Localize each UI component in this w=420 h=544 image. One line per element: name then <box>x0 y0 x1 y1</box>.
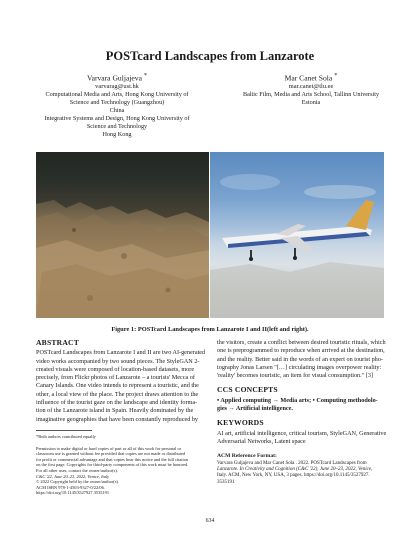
text-line: one is preprogrammed to reproduce when arrived at the destination, <box>217 347 385 355</box>
affiliation-line: Hong Kong <box>102 130 132 138</box>
permission-line: For all other uses, contact the owner/author(s). <box>36 467 118 473</box>
figure-caption: Figure 1: POSTcard Landscapes from Lanzarote I and II(left and right). <box>111 326 309 333</box>
text-line: AI art, artificial intelligence, critical tourism, StyleGAN, Generative <box>217 429 387 437</box>
text-line[interactable]: 3535191 <box>217 479 235 485</box>
text-line: Adversarial Networks, Latent space <box>217 437 306 445</box>
page-number: 634 <box>205 518 215 524</box>
text-line: precisely, from Flickr photos of Lanzarote – a tourists' Mecca of <box>36 374 195 382</box>
footnote: *Both authors contributed equally <box>36 433 96 439</box>
permission-block <box>36 446 206 496</box>
abstract-continuation <box>217 339 387 380</box>
text-line: gies → Artificial intelligence. <box>217 405 293 413</box>
author-block-1 <box>28 71 206 139</box>
text-line: imaginative geographies that have been constantly reproduced by <box>36 415 199 423</box>
text-line: other, a local view of the place. The project draws attention to the <box>36 390 199 398</box>
text-line: created visuals were composed of location-based datasets, more <box>36 365 195 373</box>
keywords-text <box>217 430 387 447</box>
figure-1 <box>36 152 384 318</box>
permission-line: classroom use is granted without fee provided that copies are not made or distributed <box>36 451 186 457</box>
doi-link[interactable]: https://doi.org/10.1145/3527927.3535191 <box>36 490 110 496</box>
footnote-divider <box>36 430 92 431</box>
text-line: video works accompanied by two sound pieces. The StyleGAN 2- <box>36 357 200 365</box>
affiliation-line: Science and Technology <box>86 122 148 130</box>
affiliation-line: China <box>109 106 125 114</box>
conference-line: C&C '22, June 20–23, 2022, Venice, Italy <box>36 473 110 479</box>
abstract-text <box>36 349 206 424</box>
paper-title: POSTcard Landscapes from Lanzarote <box>105 49 315 63</box>
equal-contribution-mark: * <box>143 72 148 79</box>
copyright-line: © 2022 Copyright held by the owner/author(s). <box>36 479 119 485</box>
ccs-heading: CCS CONCEPTS <box>217 385 278 395</box>
keywords-heading: KEYWORDS <box>217 418 264 428</box>
text-line: Varvara Guljajeva and Mar Canet Sola . 2022. POSTcard Landscapes from <box>217 460 367 466</box>
author-email-1[interactable]: varvarag@ust.hk <box>95 82 139 90</box>
text-line: and the reality. Better said in the words of an expert on tourist pho- <box>217 355 383 363</box>
airplane-illustration <box>210 152 384 318</box>
text-line: POSTcard Landscapes from Lanzarote I and II are two AI-generated <box>36 349 206 357</box>
reference-format-text <box>217 461 387 487</box>
left-column <box>36 339 206 496</box>
affiliation-line: Estonia <box>301 98 321 106</box>
affiliation-line: Baltic Film, Media and Arts School, Tallinn University <box>242 90 380 98</box>
text-line: Canary Islands. One video intends to represent a touristic, and the <box>36 382 199 390</box>
right-column <box>217 339 387 486</box>
ccs-concepts <box>217 397 387 414</box>
lanzarote-landscape-image <box>36 152 209 318</box>
text-line: influence of the tourist gaze on the landscape and identity forma- <box>36 399 198 407</box>
text-line: 'reality' becomes touristic, an item for visual consumption." [3] <box>217 372 373 380</box>
text-line: tography Jonas Larsen "[…] circulating images overpower reality: <box>217 363 382 371</box>
isbn-line: ACM ISBN 978-1-4503-9327-0/22/06. <box>36 484 105 490</box>
affiliation-line: Computational Media and Arts, Hong Kong University of <box>45 90 189 98</box>
airplane-postcard-image <box>210 152 384 318</box>
affiliation-line: Science and Technology (Guangzhou) <box>69 98 165 106</box>
rock-landscape-illustration <box>36 152 209 318</box>
text-line: Lanzarote. In Creativity and Cognition (C&C '22), June 20–23, 2022, Venice, <box>217 466 373 472</box>
equal-contribution-mark: * <box>334 72 338 79</box>
abstract-heading: ABSTRACT <box>36 338 79 347</box>
author-email-2[interactable]: mar.canet@tlu.ee <box>288 82 334 90</box>
text-line: tion of the Lanzarote island in Spain. Heavily dominated by the <box>36 407 194 415</box>
permission-line: Permission to make digital or hard copies of part or all of this work for personal or <box>36 445 182 451</box>
permission-line: for profit or commercial advantage and that copies bear this notice and the full citation <box>36 456 189 462</box>
reference-format-heading: ACM Reference Format: <box>217 453 277 460</box>
text-line[interactable]: Italy. ACM, New York, NY, USA, 3 pages. https://doi.org/10.1145/3527927. <box>217 473 370 479</box>
permission-line: on the first page. Copyrights for third-party components of this work must be honored. <box>36 462 189 468</box>
text-line: • Applied computing → Media arts; • Computing methodolo- <box>217 396 378 404</box>
affiliation-line: Integrative Systems and Design, Hong Kong University of <box>44 114 190 122</box>
author-name-1: Varvara Guljajeva * <box>86 72 148 83</box>
author-block-2 <box>226 71 396 107</box>
author-name-2: Mar Canet Sola * <box>284 72 338 83</box>
text-line: the visitors, create a conflict between desired touristic rituals, which <box>217 339 386 346</box>
